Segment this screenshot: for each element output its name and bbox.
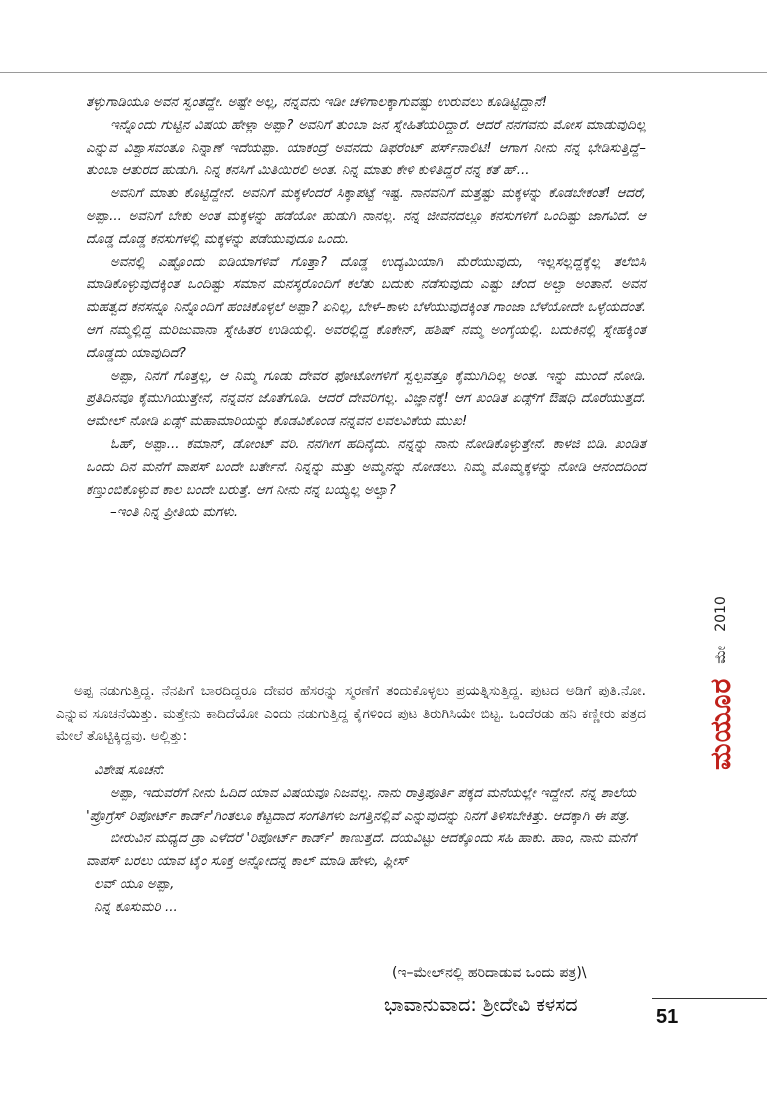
letter-signoff: –ಇಂತಿ ನಿನ್ನ ಪ್ರೀತಿಯ ಮಗಳು.: [110, 505, 239, 521]
note-signature: ನಿನ್ನ ಕೂಸುಮರಿ ...: [94, 899, 178, 915]
letter-paragraph: ಅವನಿಗೆ ಮಾತು ಕೊಟ್ಟಿದ್ದೇನೆ. ಅವನಿಗೆ ಮಕ್ಕಳೆಂದರೆ ಸಿಕ್ಕಾಪಟ್ಟೆ ಇಷ್ಟ. ನಾನವನಿಗೆ ಮತ್ತಷ್ಟು ಮಕ್ಕಳನ್ನು ಕೊಡಬೇಕಂತೆ! ಆದರೆ, ಅಪ್ಪಾ... ಅವನಿಗೆ ಬೇಕು ಅಂತ ಮಕ್ಕಳನ್ನು ಹಡೆಯೋ ಹುಡುಗಿ ನಾನಲ್ಲ. ನನ್ನ ಜೀವನದಲ್ಲೂ ಕನಸುಗಳಿಗೆ ಒಂದಿಷ್ಟು ಜಾಗವಿದೆ. ಆ ದೊಡ್ಡ ದೊಡ್ಡ ಕನಸುಗಳಲ್ಲಿ ಮಕ್ಕಳನ್ನು ಪಡೆಯುವುದೂ ಒಂದು.: [86, 186, 646, 247]
letter-paragraph: ಓಹ್, ಅಪ್ಪಾ... ಕಮಾನ್, ಡೋಂಟ್ ವರಿ. ನನಗೀಗ ಹದಿನೈದು. ನನ್ನನ್ನು ನಾನು ನೋಡಿಕೊಳ್ಳುತ್ತೇನೆ. ಕಾಳಜಿ ಬಿಡಿ. ಖಂಡಿತ ಒಂದು ದಿನ ಮನೆಗೆ ವಾಪಸ್ ಬಂದೇ ಬರ್ತೇನೆ. ನಿನ್ನನ್ನು ಮತ್ತು ಅಮ್ಮನನ್ನು ನೋಡಲು. ನಿಮ್ಮ ಮೊಮ್ಮಕ್ಕಳನ್ನು ನೋಡಿ ಆನಂದದಿಂದ ಕಣ್ತುಂಬಿಕೊಳ್ಳುವ ಕಾಲ ಬಂದೇ ಬರುತ್ತೆ. ಆಗ ನೀನು ನನ್ನ ಬಯ್ಯಲ್ಲ ಅಲ್ವಾ?: [86, 436, 646, 498]
top-rule: [0, 72, 767, 73]
note-paragraph: ಬೀರುವಿನ ಮಧ್ಯದ ಡ್ರಾ ಎಳೆದರೆ 'ರಿಪೋರ್ಟ್ ಕಾರ್ಡ್' ಕಾಣುತ್ತದೆ. ದಯವಿಟ್ಟು ಆದಕ್ಕೊಂದು ಸಹಿ ಹಾಕು. ಹಾಂ, ನಾನು ಮನೆಗೆ ವಾಪಸ್ ಬರಲು ಯಾವ ಟೈಂ ಸೂಕ್ತ ಅನ್ನೋದನ್ನ ಕಾಲ್ ಮಾಡಿ ಹೇಳು, ಪ್ಲೀಸ್: [86, 831, 636, 870]
special-note: [86, 760, 636, 920]
letter-paragraph: ಅವನಲ್ಲಿ ಎಷ್ಟೊಂದು ಐಡಿಯಾಗಳಿವೆ ಗೊತ್ತಾ? ದೊಡ್ಡ ಉದ್ಯಮಿಯಾಗಿ ಮೆರೆಯುವುದು, ಇಲ್ಲಸಲ್ಲದ್ದಕ್ಕೆಲ್ಲ ತಲೆಬಿಸಿ ಮಾಡಿಕೊಳ್ಳುವುದಕ್ಕಿಂತ ಒಂದಿಷ್ಟು ಸಮಾನ ಮನಸ್ಕರೊಂದಿಗೆ ಕಲೆತು ಬದುಕು ನಡೆಸುವುದು ಎಷ್ಟು ಚೆಂದ ಅಲ್ವಾ ಅಂತಾನೆ. ಅವನ ಮಹತ್ವದ ಕನಸನ್ನೂ ನಿನ್ನೊಂದಿಗೆ ಹಂಚಿಕೊಳ್ಳಲೆ ಅಪ್ಪಾ? ಏನಿಲ್ಲ, ಬೇಳೆ–ಕಾಳು ಬೆಳೆಯುವುದಕ್ಕಿಂತ ಗಾಂಜಾ ಬೆಳೆಯೋದೇ ಒಳ್ಳೆಯದಂತೆ. ಆಗ ನಮ್ಮಲ್ಲಿದ್ದ ಮರಿಜುವಾನಾ ಸ್ನೇಹಿತರ ಉಡಿಯಲ್ಲಿ. ಅವರಲ್ಲಿದ್ದ ಕೊಕೇನ್, ಹಶಿಷ್ ನಮ್ಮ ಅಂಗೈಯಲ್ಲಿ. ಬದುಕಿನಲ್ಲಿ ಸ್ನೇಹಕ್ಕಿಂತ ದೊಡ್ಡದು ಯಾವುದಿದೆ?: [86, 254, 646, 361]
issue-month: ಮೇ: [713, 645, 729, 664]
narrative: [56, 680, 646, 748]
letter-paragraph: ತಳ್ಳುಗಾಡಿಯೂ ಅವನ ಸ್ವಂತದ್ದೇ. ಅಷ್ಟೇ ಅಲ್ಲ, ನನ್ನವನು ಇಡೀ ಚಳಿಗಾಲಕ್ಕಾಗುವಷ್ಟು ಉರುವಲು ಕೂಡಿಟ್ಟಿದ್ದಾನೆ!: [86, 95, 548, 110]
note-closing: ಲವ್ ಯೂ ಅಪ್ಪಾ,: [94, 876, 175, 892]
translator-credit: ಭಾವಾನುವಾದ: ಶ್ರೀದೇವಿ ಕಳಸದ: [384, 994, 578, 1016]
narrative-paragraph: ಅಪ್ಪ ನಡುಗುತ್ತಿದ್ದ. ನೆನಪಿಗೆ ಬಾರದಿದ್ದರೂ ದೇವರ ಹೆಸರನ್ನು ಸ್ಮರಣೆಗೆ ತಂದುಕೊಳ್ಳಲು ಪ್ರಯತ್ನಿಸುತ್ತಿದ್ದ. ಪುಟದ ಅಡಿಗೆ ಪುತಿ.ನೋ. ಎನ್ನುವ ಸೂಚನೆಯಿತ್ತು. ಮತ್ತೇನು ಕಾದಿದೆಯೋ ಎಂದು ನಡುಗುತ್ತಿದ್ದ ಕೈಗಳಿಂದ ಪುಟ ತಿರುಗಿಸಿಯೇ ಬಿಟ್ಟ. ಒಂದೆರಡು ಹನಿ ಕಣ್ಣೀರು ಪತ್ರದ ಮೇಲೆ ತೊಟ್ಟಿಕ್ಕಿದ್ದವು. ಅಲ್ಲಿತ್ತು:: [56, 683, 646, 745]
magazine-name: ಮಯೂರ: [704, 677, 737, 770]
letter-paragraph: ಅಪ್ಪಾ, ನಿನಗೆ ಗೊತ್ತಲ್ಲ, ಆ ನಿಮ್ಮ ಗೂಡು ದೇವರ ಫೋಟೋಗಳಿಗೆ ಸ್ವಲ್ಪವತ್ತೂ ಕೈಮುಗಿದಿಲ್ಲ ಅಂತ. ಇನ್ನು ಮುಂದೆ ನೋಡಿ. ಪ್ರತಿದಿನವೂ ಕೈಮುಗಿಯುತ್ತೇನೆ, ನನ್ನವನ ಜೊತೆಗೂಡಿ. ಆದರೆ ದೇವರಿಗಲ್ಲ. ವಿಜ್ಞಾನಕ್ಕೆ! ಆಗ ಖಂಡಿತ ಏಡ್ಸ್‌ಗೆ ಔಷಧಿ ದೊರೆಯುತ್ತದೆ. ಆಮೇಲ್ ನೋಡಿ ಏಡ್ಸ್ ಮಹಾಮಾರಿಯನ್ನು ಕೊಡವಿಕೊಂಡ ನನ್ನವನ ಲವಲವಿಕೆಯ ಮುಖ!: [86, 368, 646, 430]
page-number: 51: [656, 1006, 679, 1028]
issue-year: 2010: [713, 596, 729, 632]
letter-body: [86, 92, 646, 525]
note-paragraph: ಅಪ್ಪಾ, ಇದುವರೆಗೆ ನೀನು ಓದಿದ ಯಾವ ವಿಷಯವೂ ನಿಜವಲ್ಲ. ನಾನು ರಾತ್ರಿಪೂರ್ತಿ ಪಕ್ಕದ ಮನೆಯಲ್ಲೇ ಇದ್ದೇನೆ. ನನ್ನ ಶಾಲೆಯ 'ಪ್ರೊಗ್ರೆಸ್ ರಿಪೋರ್ಟ್ ಕಾರ್ಡ್'ಗಿಂತಲೂ ಕೆಟ್ಟದಾದ ಸಂಗತಿಗಳು ಜಗತ್ತಿನಲ್ಲಿವೆ ಎನ್ನುವುದನ್ನು ನಿನಗೆ ತಿಳಿಸಬೇಕಿತ್ತು. ಆದಕ್ಕಾಗಿ ಈ ಪತ್ರ.: [86, 785, 636, 824]
source-note: (ಇ–ಮೇಲ್‌ನಲ್ಲಿ ಹರಿದಾಡುವ ಒಂದು ಪತ್ರ)\: [392, 965, 587, 981]
footer-rule: [652, 998, 767, 999]
note-heading: ವಿಶೇಷ ಸೂಚನೆ:: [94, 763, 166, 778]
letter-paragraph: ಇನ್ನೊಂದು ಗುಟ್ಟಿನ ವಿಷಯ ಹೇಳ್ಲಾ ಅಪ್ಪಾ? ಅವನಿಗೆ ತುಂಬಾ ಜನ ಸ್ನೇಹಿತೆಯರಿದ್ದಾರೆ. ಆದರೆ ನನಗವನು ಮೋಸ ಮಾಡುವುದಿಲ್ಲ ಎನ್ನುವ ವಿಶ್ವಾಸವಂತೂ ನಿನ್ನಾಣೆ ಇದೆಯಪ್ಪಾ. ಯಾಕಂದ್ರೆ ಅವನದು ಡಿಫರೆಂಟ್ ಪರ್ಸ್‌ನಾಲಿಟಿ! ಆಗಾಗ ನೀನು ನನ್ನ ಭೇಡಿಸುತ್ತಿದ್ದೆ– ತುಂಬಾ ಆತುರದ ಹುಡುಗಿ. ನಿನ್ನ ಕನಸಿಗೆ ಮಿತಿಯಿರಲಿ ಅಂತ. ನಿನ್ನ ಮಾತು ಕೇಳಿ ಕುಳಿತಿದ್ದರೆ ನನ್ನ ಕತೆ ಹ್...: [86, 117, 646, 179]
